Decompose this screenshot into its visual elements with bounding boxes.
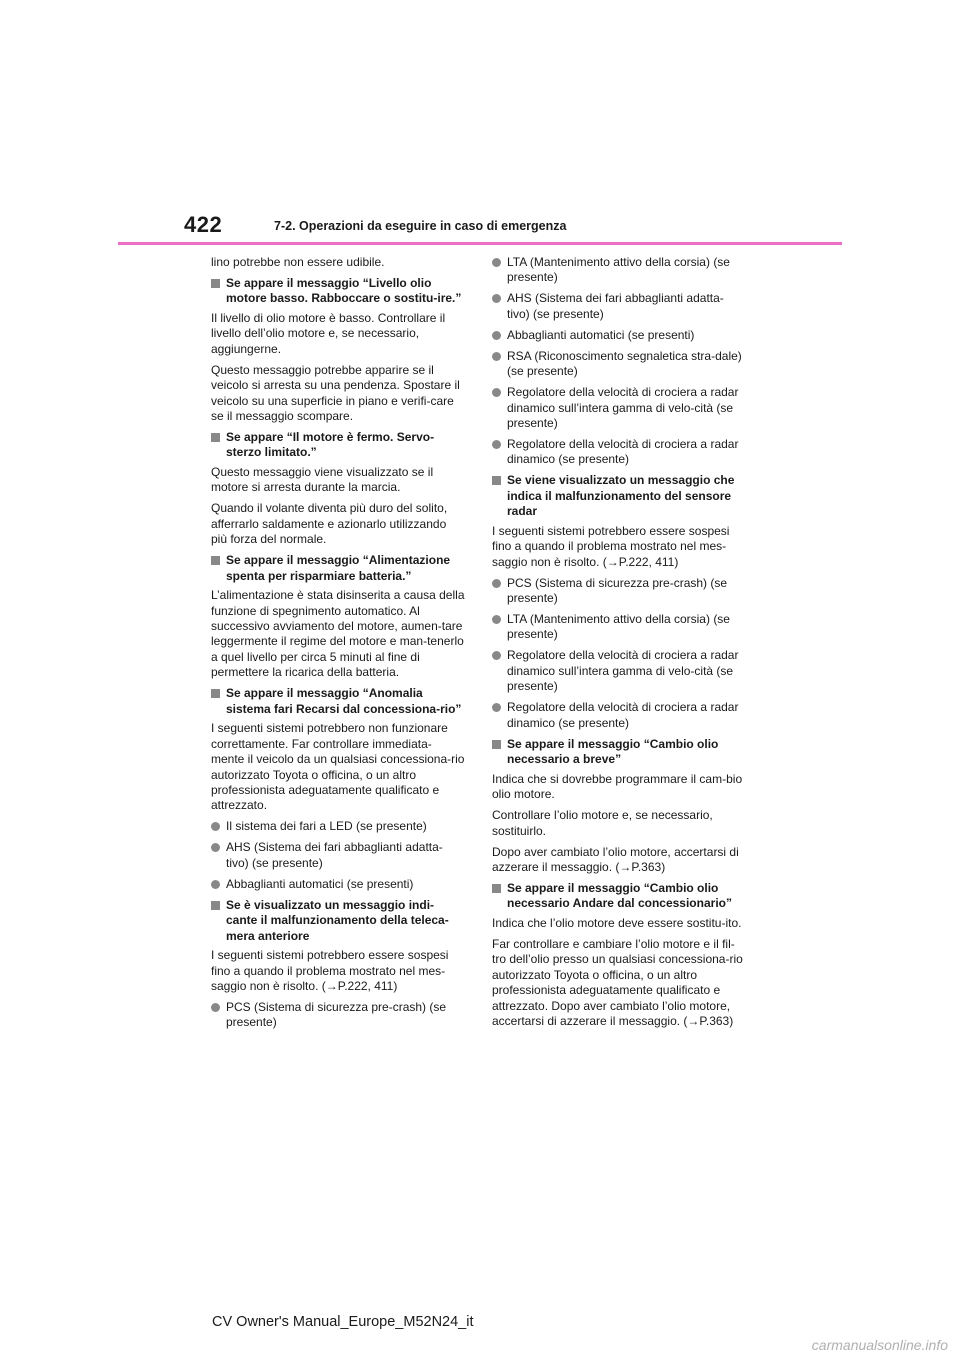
bullet-item	[492, 291, 746, 322]
heading-text: Se appare il messaggio “Alimentazione spenta per risparmiare batteria.”	[226, 553, 451, 583]
body-paragraph: Questo messaggio potrebbe apparire se il veicolo si arresta su una pendenza. Spostare il veicolo su una superficie in piano e verifi-care se il messaggio scompare.	[211, 362, 460, 424]
subsection-heading	[492, 881, 746, 912]
bullet-item	[492, 255, 746, 286]
bullet-text: LTA (Mantenimento attivo della corsia) (se presente)	[507, 612, 730, 642]
body-paragraph: I seguenti sistemi potrebbero essere sospesi fino a quando il problema mostrato nel mes-saggio non è risolto. (→P.222, 411)	[492, 523, 730, 569]
bullet-item	[492, 648, 746, 694]
heading-text: Se appare il messaggio “Cambio olio necessario a breve”	[507, 736, 719, 767]
round-bullet-icon	[492, 258, 501, 267]
subsection-heading	[492, 737, 746, 768]
round-bullet-icon	[492, 388, 501, 397]
square-bullet-icon	[211, 689, 220, 698]
round-bullet-icon	[492, 579, 501, 588]
bullet-text: AHS (Sistema dei fari abbaglianti adatta-tivo) (se presente)	[226, 840, 443, 870]
bullet-text: PCS (Sistema di sicurezza pre-crash) (se presente)	[226, 999, 447, 1030]
bullet-item	[211, 819, 465, 834]
square-bullet-icon	[211, 433, 220, 442]
round-bullet-icon	[492, 352, 501, 361]
bullet-text: LTA (Mantenimento attivo della corsia) (se presente)	[507, 255, 730, 285]
right-column	[492, 255, 746, 1035]
body-paragraph: Controllare l’olio motore e, se necessario, sostituirlo.	[492, 808, 713, 838]
round-bullet-icon	[211, 1003, 220, 1012]
square-bullet-icon	[211, 279, 220, 288]
square-bullet-icon	[492, 740, 501, 749]
bullet-item	[492, 385, 746, 431]
round-bullet-icon	[492, 703, 501, 712]
heading-text: Se viene visualizzato un messaggio che indica il malfunzionamento del sensore radar	[507, 473, 735, 519]
heading-text: Se appare il messaggio “Livello olio motore basso. Rabboccare o sostitu-ire.”	[226, 276, 462, 306]
subsection-heading	[211, 686, 465, 717]
round-bullet-icon	[492, 651, 501, 660]
bullet-text: RSA (Riconoscimento segnaletica stra-dale) (se presente)	[507, 348, 742, 379]
body-paragraph: I seguenti sistemi potrebbero essere sospesi fino a quando il problema mostrato nel mes-saggio non è risolto. (→P.222, 411)	[211, 948, 449, 993]
bullet-text: Regolatore della velocità di crociera a radar dinamico (se presente)	[507, 700, 739, 730]
body-paragraph: Quando il volante diventa più duro del solito, afferrarlo saldamente e azionarlo utilizzando più forza del normale.	[211, 501, 448, 547]
body-paragraph: Dopo aver cambiato l’olio motore, accertarsi di azzerare il messaggio. (→P.363)	[492, 844, 739, 874]
round-bullet-icon	[492, 440, 501, 449]
bullet-item	[211, 840, 465, 871]
heading-text: Se è visualizzato un messaggio indi-cante il malfunzionamento della teleca-mera anteriore	[226, 897, 449, 943]
round-bullet-icon	[492, 294, 501, 303]
bullet-text: Il sistema dei fari a LED (se presente)	[226, 819, 427, 834]
bullet-item	[492, 349, 746, 380]
bullet-text: PCS (Sistema di sicurezza pre-crash) (se presente)	[507, 575, 728, 606]
heading-text: Se appare il messaggio “Cambio olio necessario Andare dal concessionario”	[507, 880, 732, 911]
body-paragraph: Indica che l’olio motore deve essere sostitu-ito.	[492, 915, 742, 930]
subsection-heading	[211, 898, 465, 944]
body-paragraph: Il livello di olio motore è basso. Controllare il livello dell’olio motore e, se necessario, aggiungerne.	[211, 311, 446, 356]
bullet-item	[492, 612, 746, 643]
body-paragraph: Indica che si dovrebbe programmare il cam-bio olio motore.	[492, 771, 743, 802]
bullet-text: Regolatore della velocità di crociera a radar dinamico sull’intera gamma di velo-cità (se presente)	[507, 385, 739, 431]
round-bullet-icon	[492, 615, 501, 624]
bullet-item	[211, 1000, 465, 1031]
bullet-item	[492, 328, 746, 343]
bullet-item	[492, 700, 746, 731]
left-column	[211, 255, 465, 1036]
subsection-heading	[211, 553, 465, 584]
round-bullet-icon	[211, 843, 220, 852]
heading-text: Se appare il messaggio “Anomalia sistema fari Recarsi dal concessiona-rio”	[226, 686, 462, 716]
header-rule	[118, 242, 842, 245]
square-bullet-icon	[492, 884, 501, 893]
body-paragraph: Far controllare e cambiare l’olio motore e il fil-tro dell’olio presso un qualsiasi concessiona-rio autorizzato Toyota o officina, o un altro professionista adeguatamente qualificato e attrezzato. Dopo aver cambiato l’olio motore, accertarsi di azzerare il messaggio. (→P.363)	[492, 936, 743, 1028]
bullet-item	[211, 877, 465, 892]
bullet-text: Regolatore della velocità di crociera a radar dinamico (se presente)	[507, 437, 739, 467]
manual-footer: CV Owner's Manual_Europe_M52N24_it	[212, 1314, 474, 1330]
body-paragraph: L’alimentazione è stata disinserita a causa della funzione di spegnimento automatico. Al successivo avviamento del motore, aumen-tare leggermente il regime del motore e man-tenerlo a quel livello per circa 5 minuti al fine di permettere la ricarica della batteria.	[211, 588, 465, 680]
body-paragraph: lino potrebbe non essere udibile.	[211, 255, 385, 269]
square-bullet-icon	[211, 556, 220, 565]
body-paragraph: Questo messaggio viene visualizzato se il motore si arresta durante la marcia.	[211, 465, 434, 495]
square-bullet-icon	[492, 476, 501, 485]
section-title: 7-2. Operazioni da eseguire in caso di emergenza	[274, 219, 567, 233]
bullet-text: Abbaglianti automatici (se presenti)	[226, 876, 414, 891]
round-bullet-icon	[211, 880, 220, 889]
subsection-heading	[492, 473, 746, 519]
heading-text: Se appare “Il motore è fermo. Servo-sterzo limitato.”	[226, 430, 435, 460]
square-bullet-icon	[211, 901, 220, 910]
bullet-text: Regolatore della velocità di crociera a radar dinamico sull’intera gamma di velo-cità (se presente)	[507, 648, 739, 694]
page-number: 422	[184, 212, 223, 237]
subsection-heading	[211, 430, 465, 461]
bullet-text: AHS (Sistema dei fari abbaglianti adatta-tivo) (se presente)	[507, 291, 724, 321]
bullet-text: Abbaglianti automatici (se presenti)	[507, 327, 695, 342]
body-paragraph: I seguenti sistemi potrebbero non funzionare correttamente. Far controllare immediata-mente il veicolo da un qualsiasi concessiona-rio autorizzato Toyota o officina, o un altro professionista adeguatamente qualificato e attrezzato.	[211, 721, 465, 813]
bullet-item	[492, 437, 746, 468]
round-bullet-icon	[492, 331, 501, 340]
round-bullet-icon	[211, 822, 220, 831]
watermark[interactable]: carmanualsonline.info	[811, 1337, 948, 1353]
subsection-heading	[211, 276, 465, 307]
bullet-item	[492, 576, 746, 607]
